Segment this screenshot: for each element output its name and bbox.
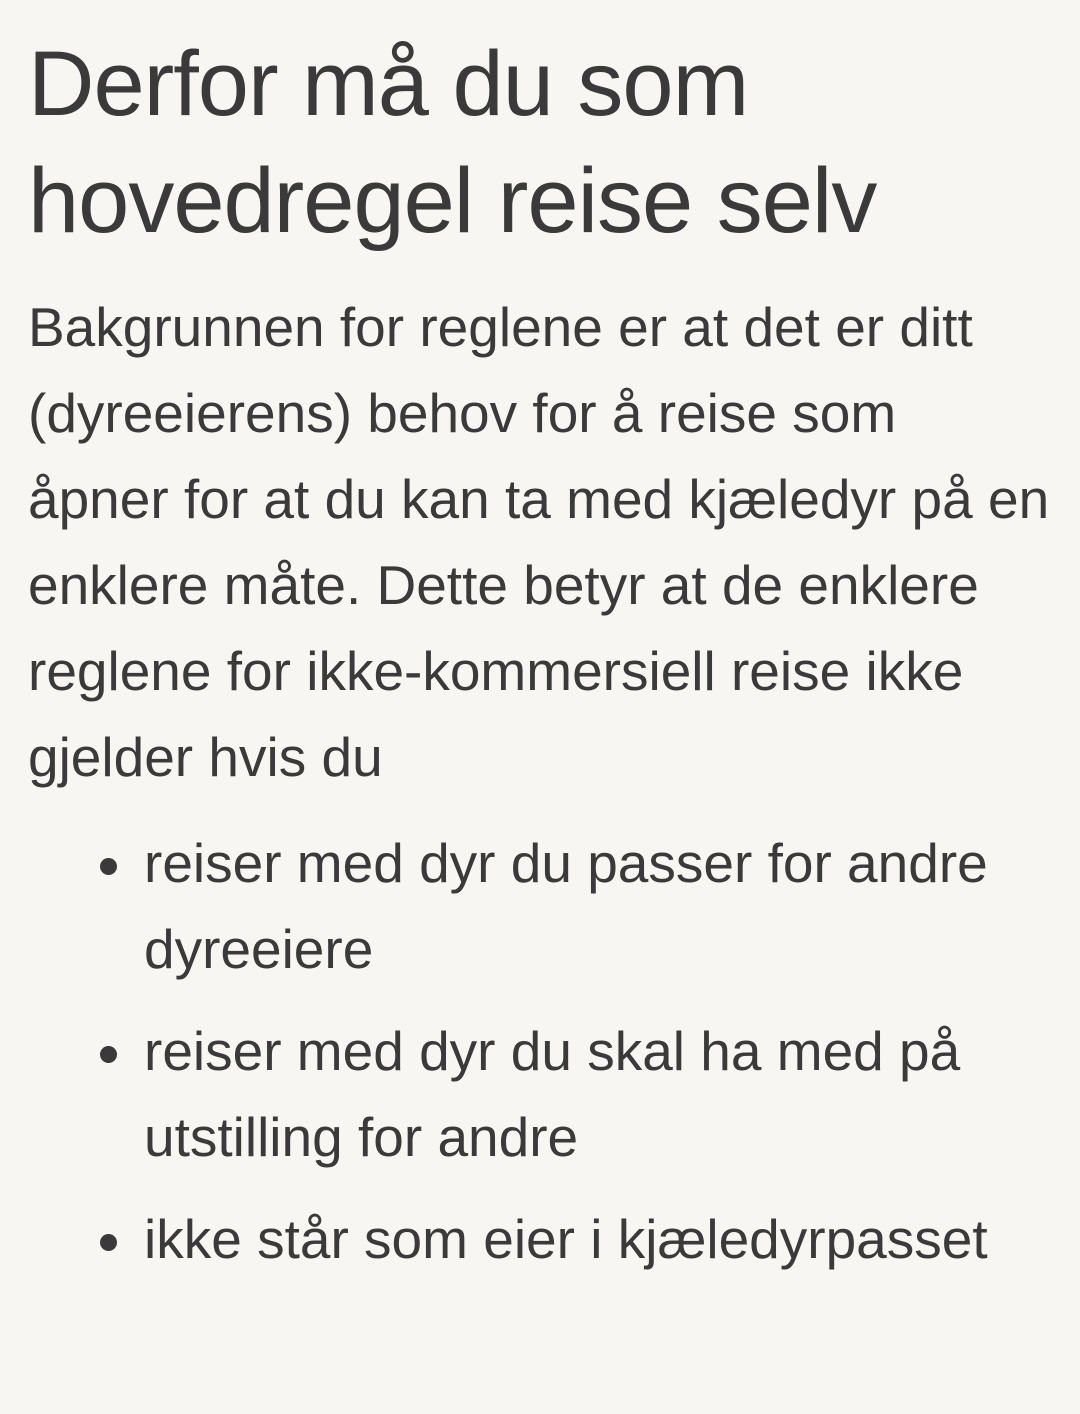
list-item: reiser med dyr du passer for andre dyreeiere xyxy=(98,820,1052,992)
page-title: Derfor må du som hovedregel reise selv xyxy=(28,33,877,252)
list-item: reiser med dyr du skal ha med på utstilling for andre xyxy=(98,1008,1052,1180)
list-item: ikke står som eier i kjæledyrpasset xyxy=(98,1196,1052,1282)
bullet-list xyxy=(28,820,1052,1282)
intro-paragraph: Bakgrunnen for reglene er at det er ditt (dyreeierens) behov for å reise som åpner for at du kan ta med kjæledyr på en enklere måte. Dette betyr at de enklere reglene for ikke-kommersiell reise ikke gjelder hvis du xyxy=(28,296,1050,788)
